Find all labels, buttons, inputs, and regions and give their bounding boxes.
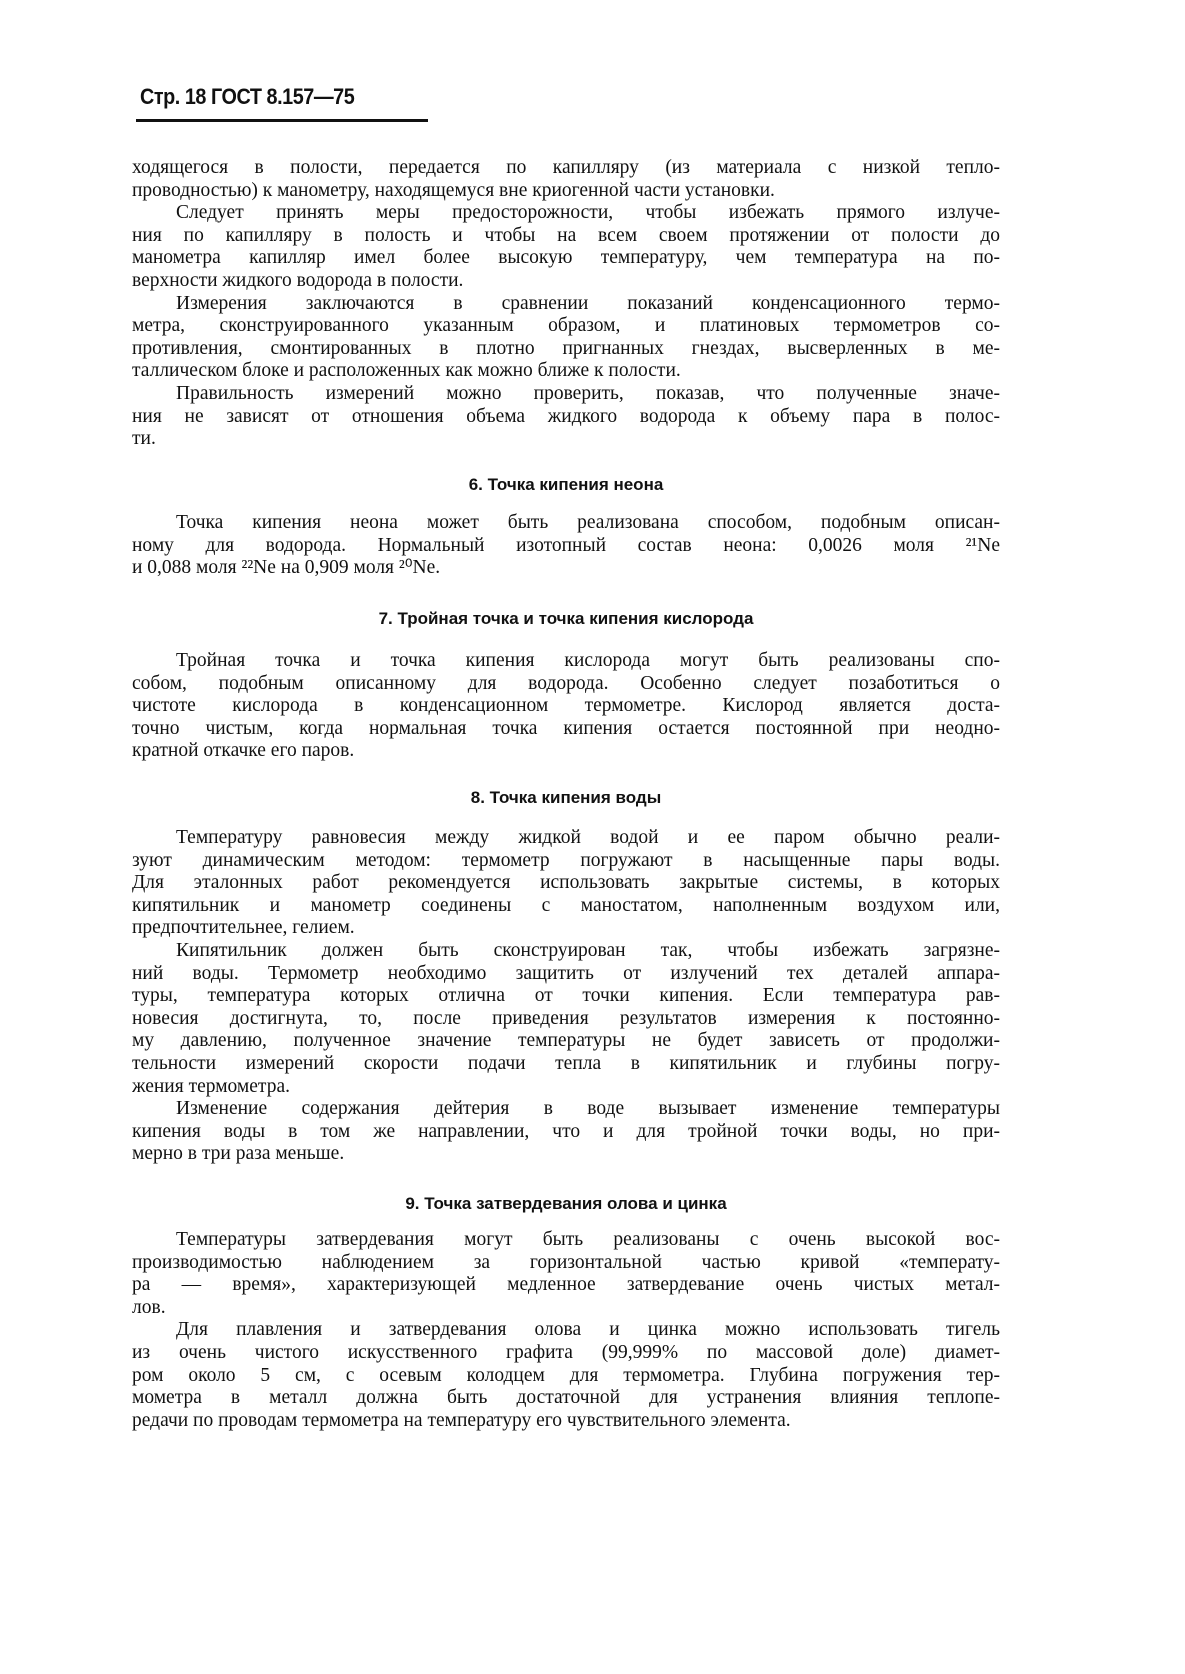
text-line: Изменение содержания дейтерия в воде вызывает изменение температуры (176, 1098, 1000, 1120)
text-line: редачи по проводам термометра на температуру его чувствительного элемента. (132, 1409, 791, 1431)
text-line: таллическом блоке и расположенных как можно ближе к полости. (132, 360, 681, 382)
paragraph (132, 650, 1000, 763)
text-line: кипения воды в том же направлении, что и для тройной точки воды, но при- (132, 1120, 1000, 1142)
text-line: Точка кипения неона может быть реализована способом, подобным описан- (176, 512, 1000, 533)
paragraph (132, 202, 1000, 292)
text-line: метра, сконструированного указанным образом, и платиновых термометров со- (132, 315, 1000, 337)
text-line: из очень чистого искусственного графита (99,999% по массовой доле) диамет- (132, 1341, 1000, 1363)
section-text (132, 827, 1000, 1166)
section-heading: 9. Точка затвердевания олова и цинка (405, 1194, 727, 1213)
text-line: Тройная точка и точка кипения кислорода могут быть реализованы спо- (176, 650, 1000, 671)
text-line: му давлению, полученное значение температуры не будет зависеть от продолжи- (132, 1030, 1000, 1052)
text-line: Температуры затвердевания могут быть реализованы с очень высокой вос- (176, 1229, 1000, 1250)
text-line: Температуру равновесия между жидкой водой и ее паром обычно реали- (176, 827, 1000, 848)
text-line: точно чистым, когда нормальная точка кипения остается постоянной при неодно- (132, 717, 1000, 739)
text-line: верхности жидкого водорода в полости. (132, 269, 464, 291)
paragraph (132, 512, 1000, 580)
text-line: производимостью наблюдением за горизонтальной частью кривой «температу- (132, 1251, 1000, 1273)
text-line: Правильность измерений можно проверить, показав, что полученные значе- (176, 382, 1000, 404)
text-line: ра — время», характеризующей медленное затвердевание очень чистых метал- (132, 1274, 1000, 1296)
text-line: Для плавления и затвердевания олова и цинка можно использовать тигель (176, 1319, 1000, 1341)
text-line: проводностью) к манометру, находящемуся вне криогенной части установки. (132, 179, 775, 201)
text-line: ний воды. Термометр необходимо защитить от излучений тех деталей аппара- (132, 962, 1000, 984)
paragraph (132, 1229, 1000, 1319)
text-line: лов. (132, 1296, 166, 1318)
text-line: кратной откачке его паров. (132, 740, 355, 762)
text-line: кипятильник и манометр соединены с маностатом, наполненным воздухом или, (132, 894, 1000, 916)
paragraph (132, 827, 1000, 940)
text-line: ти. (132, 428, 156, 450)
paragraph (132, 157, 1000, 202)
text-line: мометра в металл должна быть достаточной для устранения влияния теплопе- (132, 1387, 1000, 1409)
section-heading: 8. Точка кипения воды (470, 788, 662, 807)
paragraph (132, 1098, 1000, 1166)
paragraph (132, 940, 1000, 1098)
text-line: тельности измерений скорости подачи тепла в кипятильник и глубины погру- (132, 1052, 1000, 1074)
text-line: зуют динамическим методом: термометр погружают в насыщенные пары воды. (132, 849, 1000, 871)
text-line: Следует принять меры предосторожности, чтобы избежать прямого излуче- (176, 202, 1000, 224)
page-header: Стр. 18 ГОСТ 8.157—75 (140, 84, 355, 109)
header-rule (136, 119, 428, 122)
text-line: и 0,088 моля ²²Ne на 0,909 моля ²⁰Ne. (132, 557, 441, 579)
paragraph (132, 293, 1000, 383)
text-line: Для эталонных работ рекомендуется использовать закрытые системы, в которых (132, 872, 1000, 894)
text-line: манометра капилляр имел более высокую температуру, чем температура на по- (132, 247, 1000, 269)
text-line: ния не зависят от отношения объема жидкого водорода к объему пара в полос- (132, 405, 1000, 427)
section-text (132, 512, 1000, 580)
text-line: ходящегося в полости, передается по капилляру (из материала с низкой тепло- (132, 157, 1000, 178)
text-line: ному для водорода. Нормальный изотопный состав неона: 0,0026 моля ²¹Ne (132, 534, 1000, 556)
text-line: туры, температура которых отлична от точки кипения. Если температура рав- (132, 985, 1000, 1007)
text-line: Измерения заключаются в сравнении показаний конденсационного термо- (176, 292, 1000, 314)
section-heading: 7. Тройная точка и точка кипения кислорода (378, 609, 754, 628)
text-line: ром около 5 см, с осевым колодцем для термометра. Глубина погружения тер- (132, 1364, 1000, 1386)
text-line: Кипятильник должен быть сконструирован так, чтобы избежать загрязне- (176, 939, 1000, 961)
text-line: противления, смонтированных в плотно пригнанных гнездах, высверленных в ме- (132, 337, 1000, 359)
text-line: собом, подобным описанному для водорода. Особенно следует позаботиться о (132, 672, 1000, 694)
text-line: ния по капилляру в полость и чтобы на всем своем протяжении от полости до (132, 224, 1000, 246)
text-line: предпочтительнее, гелием. (132, 917, 355, 939)
text-line: чистоте кислорода в конденсационном термометре. Кислород является доста- (132, 695, 1000, 717)
text-line: новесия достигнута, то, после приведения результатов измерения к постоянно- (132, 1007, 1000, 1029)
section-text (132, 157, 1000, 451)
section-heading: 6. Точка кипения неона (468, 475, 664, 494)
section-text (132, 1229, 1000, 1432)
section-text (132, 650, 1000, 763)
text-line: жения термометра. (132, 1075, 290, 1097)
paragraph (132, 1319, 1000, 1432)
text-line: мерно в три раза меньше. (132, 1143, 345, 1165)
paragraph (132, 383, 1000, 451)
